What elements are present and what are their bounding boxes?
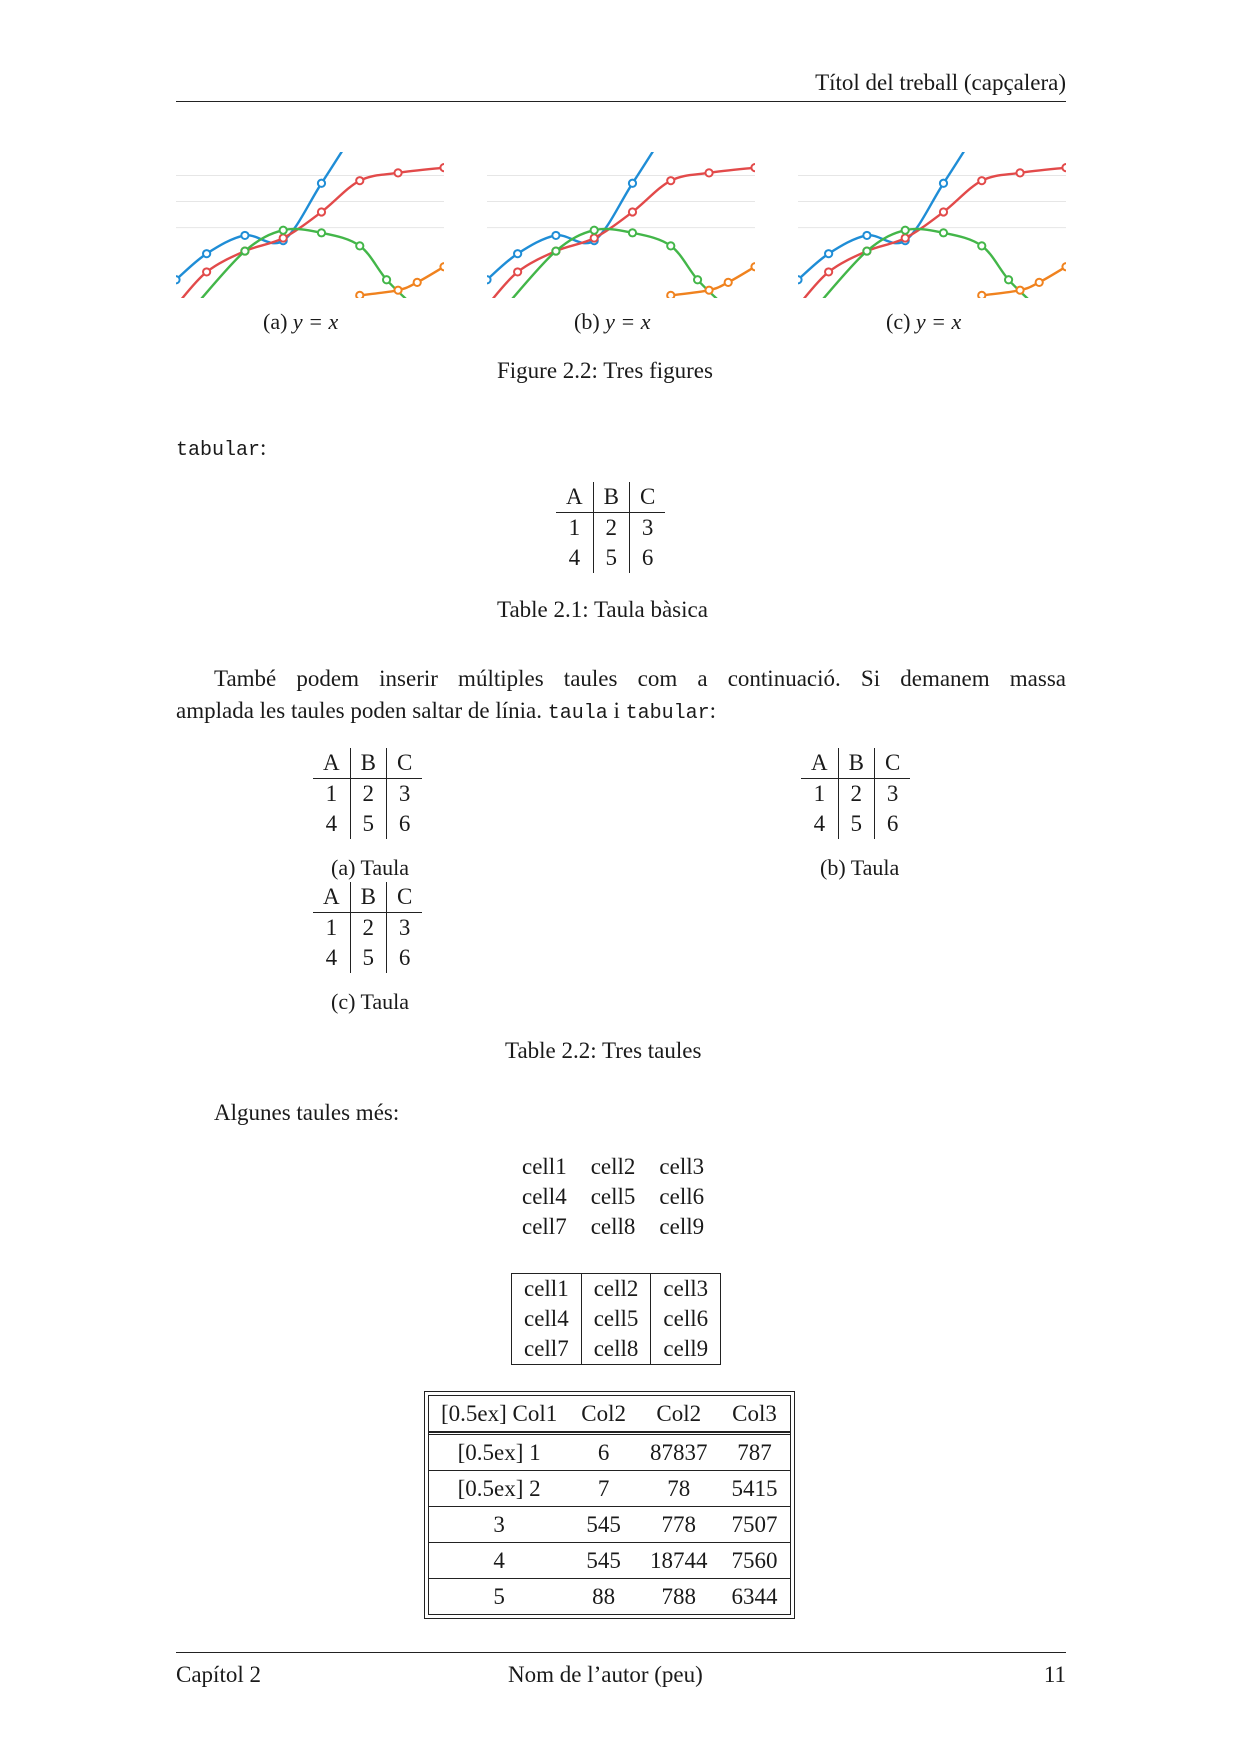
table-cell: 4 (801, 809, 838, 839)
table-cell: 778 (638, 1506, 720, 1542)
table-row (313, 913, 422, 944)
paragraph (176, 663, 1066, 730)
table-cell: cell4 (522, 1184, 567, 1209)
data-point-green (591, 227, 598, 234)
page-header-title: Títol del treball (capçalera) (815, 70, 1066, 95)
paragraph-line-1: També podem inserir múltiples taules com a continuació. Si demanem massa (214, 666, 1066, 691)
table-header-row (801, 748, 910, 779)
data-point-blue (176, 276, 180, 283)
data-point-red (705, 169, 712, 176)
data-point-green (667, 242, 674, 249)
data-point-blue (552, 232, 559, 239)
table-cell: cell2 (590, 1154, 636, 1179)
table-row (429, 1578, 790, 1614)
data-point-orange (705, 287, 712, 294)
table-cell: 7560 (720, 1542, 790, 1578)
code-taula: taula (547, 702, 608, 725)
series-line-red (176, 168, 444, 298)
header-cell: Col2 (569, 1396, 638, 1432)
header-cell: A (801, 748, 838, 779)
paragraph-line-2 (176, 695, 1066, 730)
data-point-green (383, 276, 390, 283)
data-point-red (591, 234, 598, 241)
header-cell: Col3 (720, 1396, 790, 1432)
cells-table-boxed (511, 1273, 721, 1365)
table-cell: 18744 (638, 1542, 720, 1578)
data-point-red (629, 208, 636, 215)
table-row (512, 1274, 721, 1305)
subtable-a-caption: (a) Taula (331, 855, 410, 880)
data-point-blue (798, 276, 802, 283)
table-cell: 6 (641, 545, 654, 570)
header-cell: A (313, 748, 350, 779)
table-row (313, 943, 422, 973)
table-cell: 4 (556, 543, 593, 573)
subfigure-a-label: (a) (263, 309, 293, 334)
table-2-1 (556, 482, 665, 573)
table-2-1-caption: Table 2.1: Taula bàsica (497, 597, 708, 622)
line-chart-a (176, 152, 444, 298)
data-point-red (751, 164, 755, 171)
data-point-red (394, 169, 401, 176)
subfigure-a-math: y = x (292, 309, 339, 334)
table-cell: 4 (313, 809, 350, 839)
header-cell: B (593, 482, 629, 513)
data-point-green (629, 229, 636, 236)
table-cell: cell9 (663, 1336, 709, 1361)
data-point-orange (394, 287, 401, 294)
data-point-red (1016, 169, 1023, 176)
data-point-green (902, 227, 909, 234)
data-point-orange (751, 263, 755, 270)
table-cell: [0.5ex] 2 (429, 1470, 569, 1506)
table-header-row (556, 482, 665, 513)
data-point-blue (203, 250, 210, 257)
table-cell: 7 (569, 1470, 638, 1506)
series-line-green (195, 229, 413, 298)
data-point-blue (514, 250, 521, 257)
table-cell: cell8 (581, 1334, 651, 1365)
tabular-label (176, 435, 266, 462)
table-row (556, 513, 665, 544)
table-cell: cell1 (512, 1274, 582, 1305)
data-point-blue (629, 180, 636, 187)
data-point-orange (978, 292, 985, 298)
data-point-green (356, 242, 363, 249)
subfigure-a-caption (263, 309, 338, 335)
line-chart-c (798, 152, 1066, 298)
header-cell: C (874, 748, 910, 779)
header-cell: B (838, 748, 874, 779)
subfigure-c-label: (c) (886, 309, 916, 334)
tabular-colon: : (260, 435, 267, 460)
table-cell: cell2 (581, 1274, 651, 1305)
table-cell: 78 (638, 1470, 720, 1506)
subfigure-a-chart (176, 152, 444, 298)
footer-left: Capítol 2 (176, 1662, 261, 1687)
data-point-red (514, 268, 521, 275)
table-cell: 1 (801, 779, 838, 810)
data-point-orange (440, 263, 444, 270)
table-cell: 545 (569, 1542, 638, 1578)
data-point-green (280, 227, 287, 234)
data-point-orange (725, 279, 732, 286)
data-point-green (940, 229, 947, 236)
table-cell: 545 (569, 1506, 638, 1542)
table-cell: 6 (398, 811, 411, 836)
paragraph-line-2-text: amplada les taules poden saltar de línia. (176, 698, 548, 723)
tabular-code: tabular (176, 439, 261, 462)
data-point-orange (356, 292, 363, 298)
header-cell: Col2 (638, 1396, 720, 1432)
more-tables-text: Algunes taules més: (214, 1100, 400, 1125)
table-row (429, 1432, 790, 1470)
subfigure-b-label: (b) (574, 309, 606, 334)
table-cell: 87837 (638, 1432, 720, 1470)
data-point-orange (414, 279, 421, 286)
paragraph-and: i (607, 698, 626, 723)
table-cell: cell6 (659, 1184, 705, 1209)
figure-caption: Figure 2.2: Tres figures (497, 358, 713, 383)
subtable-c-caption: (c) Taula (331, 989, 410, 1014)
table-cell: 7507 (720, 1506, 790, 1542)
subfigure-c-chart (798, 152, 1066, 298)
subtable-c (313, 882, 422, 973)
table-row (801, 779, 910, 810)
table-cell: 4 (429, 1542, 569, 1578)
table-cell: cell7 (512, 1334, 582, 1365)
paragraph-colon: : (709, 698, 717, 723)
series-line-red (798, 168, 1066, 298)
table-row (429, 1542, 790, 1578)
table-cell: 6 (886, 811, 899, 836)
table-cell: [0.5ex] 1 (429, 1432, 569, 1470)
data-point-blue (825, 250, 832, 257)
header-cell: B (350, 882, 386, 913)
table-row (429, 1470, 790, 1506)
big-table (428, 1395, 791, 1615)
data-point-red (440, 164, 444, 171)
data-point-blue (863, 232, 870, 239)
table-cell: 788 (638, 1578, 720, 1614)
data-point-blue (487, 276, 491, 283)
subfigure-b-caption (574, 309, 651, 335)
subtable-a (313, 748, 422, 839)
data-point-orange (1036, 279, 1043, 286)
data-point-red (1062, 164, 1066, 171)
table-row (429, 1506, 790, 1542)
table-cell: 3 (429, 1506, 569, 1542)
subfigure-c-math: y = x (915, 309, 962, 334)
table-cell: 1 (556, 513, 593, 544)
footer-page-number: 11 (1043, 1662, 1066, 1687)
data-point-orange (1016, 287, 1023, 294)
header-cell: A (556, 482, 593, 513)
table-cell: cell7 (522, 1214, 567, 1239)
table-cell: 88 (569, 1578, 638, 1614)
table-row (510, 1152, 716, 1182)
table-header-row (429, 1396, 790, 1432)
table-cell: 2 (593, 513, 629, 544)
table-cell: cell8 (590, 1214, 636, 1239)
header-cell: [0.5ex] Col1 (429, 1396, 569, 1432)
table-row (556, 543, 665, 573)
data-point-green (1005, 276, 1012, 283)
series-line-blue (176, 152, 360, 280)
data-point-red (203, 268, 210, 275)
table-cell: 5 (838, 809, 874, 839)
header-cell: B (350, 748, 386, 779)
footer-center: Nom de l’autor (peu) (508, 1662, 703, 1687)
data-point-red (356, 177, 363, 184)
table-row (512, 1334, 721, 1365)
table-cell: 5 (350, 809, 386, 839)
table-cell: cell3 (659, 1154, 705, 1179)
table-cell: 3 (398, 781, 411, 806)
data-point-green (241, 247, 248, 254)
series-line-blue (487, 152, 671, 280)
subfigure-b-math: y = x (605, 309, 651, 334)
subfigure-b-chart (487, 152, 755, 298)
series-line-blue (798, 152, 982, 280)
data-point-red (940, 208, 947, 215)
table-cell: 787 (720, 1432, 790, 1470)
line-chart-b (487, 152, 755, 298)
table-row (801, 809, 910, 839)
subtable-b (801, 748, 910, 839)
data-point-green (318, 229, 325, 236)
table-cell: 3 (886, 781, 899, 806)
table-header-row (313, 748, 422, 779)
table-cell: 4 (313, 943, 350, 973)
table-cell: 2 (350, 779, 386, 810)
code-tabular: tabular (625, 702, 710, 725)
table-cell: 3 (398, 915, 411, 940)
table-cell: cell5 (581, 1304, 651, 1334)
header-cell: A (313, 882, 350, 913)
header-cell: C (386, 748, 422, 779)
table-cell: 1 (313, 779, 350, 810)
table-cell: cell1 (522, 1154, 567, 1179)
footer-rule (176, 1652, 1066, 1653)
subtable-b-caption: (b) Taula (820, 855, 900, 880)
table-row (313, 809, 422, 839)
table-cell: cell9 (659, 1214, 705, 1239)
table-cell: cell3 (663, 1276, 709, 1301)
data-point-red (280, 234, 287, 241)
table-2-2-caption: Table 2.2: Tres taules (505, 1038, 702, 1063)
table-row (510, 1182, 716, 1212)
table-cell: cell5 (590, 1184, 636, 1209)
data-point-red (825, 268, 832, 275)
table-cell: 6344 (720, 1578, 790, 1614)
header-rule (176, 101, 1066, 102)
data-point-orange (1062, 263, 1066, 270)
table-cell: 5 (593, 543, 629, 573)
data-point-blue (241, 232, 248, 239)
table-cell: cell6 (663, 1306, 709, 1331)
series-line-green (506, 229, 724, 298)
subfigure-c-caption (886, 309, 961, 335)
data-point-green (863, 247, 870, 254)
table-cell: 5415 (720, 1470, 790, 1506)
data-point-red (902, 234, 909, 241)
series-line-green (817, 229, 1035, 298)
table-header-row (313, 882, 422, 913)
table-row (510, 1212, 716, 1242)
data-point-green (694, 276, 701, 283)
table-cell: 6 (398, 945, 411, 970)
table-cell: 2 (350, 913, 386, 944)
data-point-red (667, 177, 674, 184)
table-row (512, 1304, 721, 1334)
data-point-red (978, 177, 985, 184)
table-row (313, 779, 422, 810)
data-point-red (318, 208, 325, 215)
header-cell: C (629, 482, 665, 513)
cells-table-plain (510, 1152, 716, 1242)
data-point-green (552, 247, 559, 254)
series-line-red (487, 168, 755, 298)
table-cell: 1 (313, 913, 350, 944)
table-cell: 6 (569, 1432, 638, 1470)
data-point-blue (318, 180, 325, 187)
data-point-blue (940, 180, 947, 187)
table-cell: 5 (429, 1578, 569, 1614)
data-point-orange (667, 292, 674, 298)
table-cell: 2 (838, 779, 874, 810)
table-cell: 3 (641, 515, 654, 540)
table-cell: cell4 (512, 1304, 582, 1334)
header-cell: C (386, 882, 422, 913)
data-point-green (978, 242, 985, 249)
table-cell: 5 (350, 943, 386, 973)
